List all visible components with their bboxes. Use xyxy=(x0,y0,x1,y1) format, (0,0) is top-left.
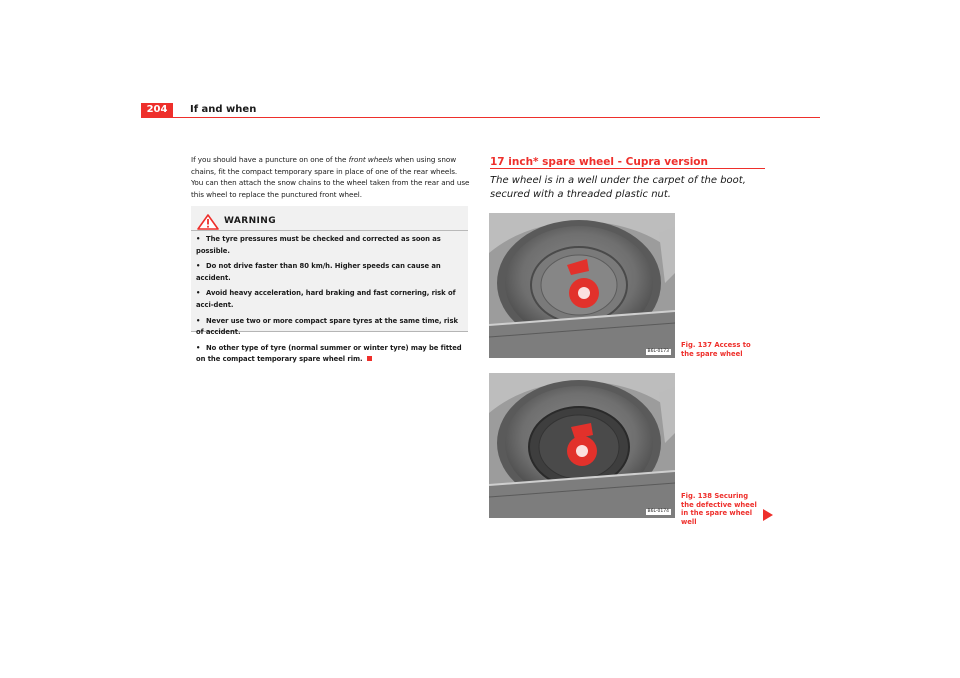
figure-137-caption: Fig. 137 Access to the spare wheel xyxy=(681,341,751,358)
figure-tag: B6L-0174 xyxy=(647,509,669,514)
warning-label: WARNING xyxy=(224,216,277,226)
warning-item xyxy=(196,343,466,366)
warning-item xyxy=(196,288,466,311)
warning-list xyxy=(196,234,466,370)
warning-item xyxy=(196,234,466,257)
spare-wheel-well-illustration xyxy=(489,213,675,358)
page-number: 204 xyxy=(141,103,173,117)
warning-triangle-icon xyxy=(197,214,219,230)
section-end-mark xyxy=(367,356,372,361)
figure-137-illustration xyxy=(489,213,675,358)
chapter-title: If and when xyxy=(190,104,257,115)
next-page-arrow-icon[interactable] xyxy=(763,509,773,521)
warning-item xyxy=(196,316,466,339)
bullet: • xyxy=(196,235,201,243)
warning-header xyxy=(191,214,468,230)
bullet: • xyxy=(196,316,201,325)
bullet: • xyxy=(196,343,201,352)
spare-wheel-securing-illustration xyxy=(489,373,675,518)
bullet: • xyxy=(196,289,201,298)
warning-item-text: No other type of tyre (normal summer or winter tyre) may be fitted on the compact temporary spare wheel rim. xyxy=(196,343,462,364)
warning-divider xyxy=(191,230,468,231)
figure-138-illustration xyxy=(489,373,675,518)
intro-text-1: If you should have a puncture on one of the xyxy=(191,155,349,164)
warning-box xyxy=(191,206,468,364)
intro-italic: front wheels xyxy=(348,155,393,164)
bullet: • xyxy=(196,262,201,271)
intro-text-2: when using snow chains, fit the compact temporary spare in place of one of the rear wheels. You can then attach the snow chains to the wheel taken from the rear and use this wheel to replace the punctured front wheel. xyxy=(191,155,470,199)
warning-item-text: Avoid heavy acceleration, hard braking and fast cornering, risk of acci-dent. xyxy=(196,289,456,309)
warning-item xyxy=(196,261,466,284)
header-rule xyxy=(141,117,820,118)
intro-paragraph xyxy=(191,154,471,200)
lead-paragraph: The wheel is in a well under the carpet of the boot, secured with a threaded plastic nut. xyxy=(490,175,746,200)
section-rule xyxy=(490,168,765,169)
section-title: 17 inch* spare wheel - Cupra version xyxy=(490,156,708,168)
warning-item-text: Never use two or more compact spare tyres at the same time, risk of accident. xyxy=(196,316,458,337)
figure-138-caption: Fig. 138 Securing the defective wheel in the spare wheel well xyxy=(681,492,757,526)
warning-item-text: Do not drive faster than 80 km/h. Higher speeds can cause an accident. xyxy=(196,262,441,282)
warning-item-text: The tyre pressures must be checked and corrected as soon as possible. xyxy=(196,235,441,255)
figure-tag: B6L-0173 xyxy=(647,349,669,354)
